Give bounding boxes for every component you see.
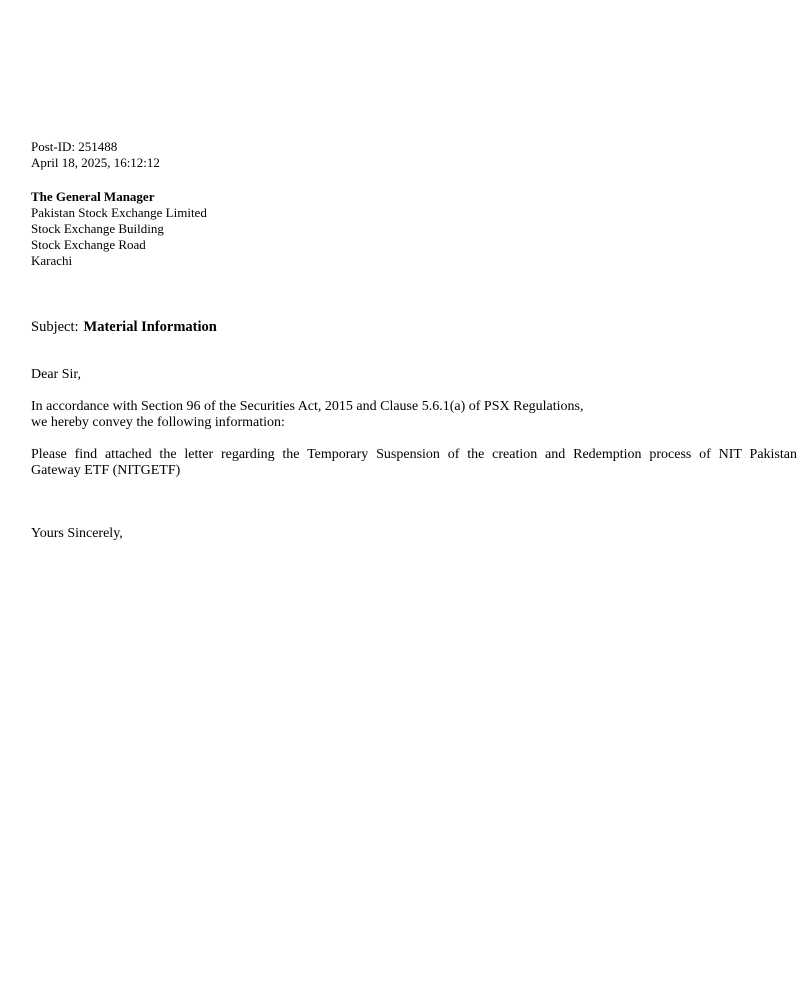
subject-title: Material Information <box>83 319 217 335</box>
body-paragraph-1-line-2: we hereby convey the following information: <box>31 415 285 430</box>
recipient-block <box>31 189 797 269</box>
body-paragraph-2 <box>31 447 797 479</box>
recipient-address-line: Karachi <box>31 253 73 268</box>
recipient-address-line: Pakistan Stock Exchange Limited <box>31 205 207 220</box>
body-paragraph-2-line-2: Gateway ETF (NITGETF) <box>31 463 181 478</box>
body-paragraph-1-line-1: In accordance with Section 96 of the Securities Act, 2015 and Clause 5.6.1(a) of PSX Regulations, <box>31 399 584 414</box>
salutation: Dear Sir, <box>31 367 81 382</box>
closing-salutation: Yours Sincerely, <box>31 526 123 541</box>
body-paragraph-2-line-1: Please find attached the letter regarding the Temporary Suspension of the creation and Redemption process of NIT Pakistan <box>31 447 797 462</box>
recipient-address-line: Stock Exchange Building <box>31 221 164 236</box>
subject-label: Subject: <box>31 319 79 335</box>
recipient-address-line: Stock Exchange Road <box>31 237 146 252</box>
letter-meta-block <box>31 139 797 171</box>
date-time: April 18, 2025, 16:12:12 <box>31 155 160 170</box>
post-id: Post-ID: 251488 <box>31 139 118 154</box>
subject-line <box>31 319 797 336</box>
recipient-name: The General Manager <box>31 189 155 204</box>
body-paragraph-1 <box>31 399 797 431</box>
